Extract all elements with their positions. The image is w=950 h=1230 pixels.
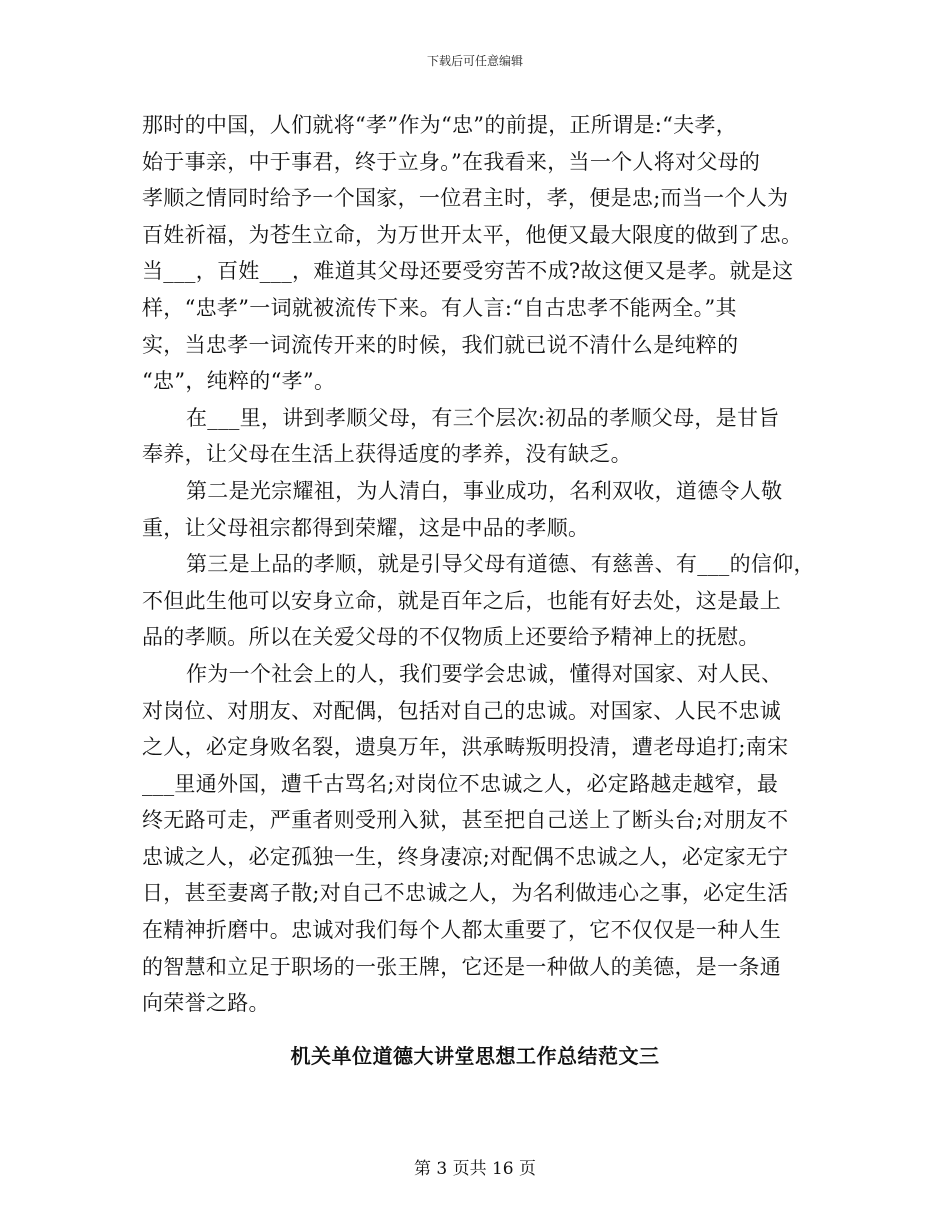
- text-line: 不但此生他可以安身立命，就是百年之后，也能有好去处，这是最上: [142, 588, 781, 613]
- text-line: 始于事亲，中于事君，终于立身。”在我看来，当一个人将对父母的: [142, 149, 761, 174]
- text-line: 向荣誉之路。: [142, 991, 270, 1016]
- text-line: 作为一个社会上的人，我们要学会忠诚，懂得对国家、对人民、: [186, 661, 783, 686]
- text-line: 终无路可走，严重者则受刑入狱，甚至把自己送上了断头台;对朋友不: [142, 808, 789, 833]
- text-line: 奉养，让父母在生活上获得适度的孝养，没有缺乏。: [142, 442, 632, 467]
- text-line: 对岗位、对朋友、对配偶，包括对自己的忠诚。对国家、人民不忠诚: [142, 698, 781, 723]
- section-title: 机关单位道德大讲堂思想工作总结范文三: [290, 1044, 660, 1068]
- page-header: 下载后可任意编辑: [426, 54, 523, 68]
- text-line: 日，甚至妻离子散;对自己不忠诚之人，为名利做违心之事，必定生活: [142, 881, 789, 906]
- document-body: [142, 107, 815, 1022]
- text-line: “忠”，纯粹的“孝”。: [142, 369, 336, 394]
- text-line: 孝顺之情同时给予一个国家，一位君主时，孝，便是忠;而当一个人为: [142, 186, 789, 211]
- text-line: 那时的中国，人们就将“孝”作为“忠”的前提，正所谓是:“夫孝，: [142, 113, 738, 137]
- text-line: 的智慧和立足于职场的一张王牌，它还是一种做人的美德，是一条通: [142, 954, 781, 979]
- text-line: 当___，百姓___，难道其父母还要受穷苦不成?故这便又是孝。就是这: [142, 259, 794, 284]
- text-line: 之人，必定身败名裂，遗臭万年，洪承畴叛明投清，遭老母追打;南宋: [142, 735, 789, 760]
- text-line: 重，让父母祖宗都得到荣耀，这是中品的孝顺。: [142, 515, 590, 540]
- text-line: 在精神折磨中。忠诚对我们每个人都太重要了，它不仅仅是一种人生: [142, 918, 781, 943]
- text-line: 第二是光宗耀祖，为人清白，事业成功，名利双收，道德令人敬: [186, 478, 783, 503]
- text-line: ___里通外国，遭千古骂名;对岗位不忠诚之人，必定路越走越窄，最: [142, 771, 779, 796]
- text-line: 实，当忠孝一词流传开来的时候，我们就已说不清什么是纯粹的: [142, 332, 739, 357]
- text-line: 第三是上品的孝顺，就是引导父母有道德、有慈善、有___的信仰，: [186, 552, 815, 577]
- text-line: 忠诚之人，必定孤独一生，终身凄凉;对配偶不忠诚之人，必定家无宁: [142, 844, 789, 869]
- text-line: 品的孝顺。所以在关爱父母的不仅物质上还要给予精神上的抚慰。: [142, 625, 760, 650]
- page-number: 第 3 页共 16 页: [413, 1159, 537, 1179]
- text-line: 样，“忠孝”一词就被流传下来。有人言:“自古忠孝不能两全。”其: [142, 295, 737, 320]
- text-line: 在___里，讲到孝顺父母，有三个层次:初品的孝顺父母，是甘旨: [186, 405, 780, 430]
- text-line: 百姓祈福，为苍生立命，为万世开太平，他便又最大限度的做到了忠。: [142, 222, 803, 247]
